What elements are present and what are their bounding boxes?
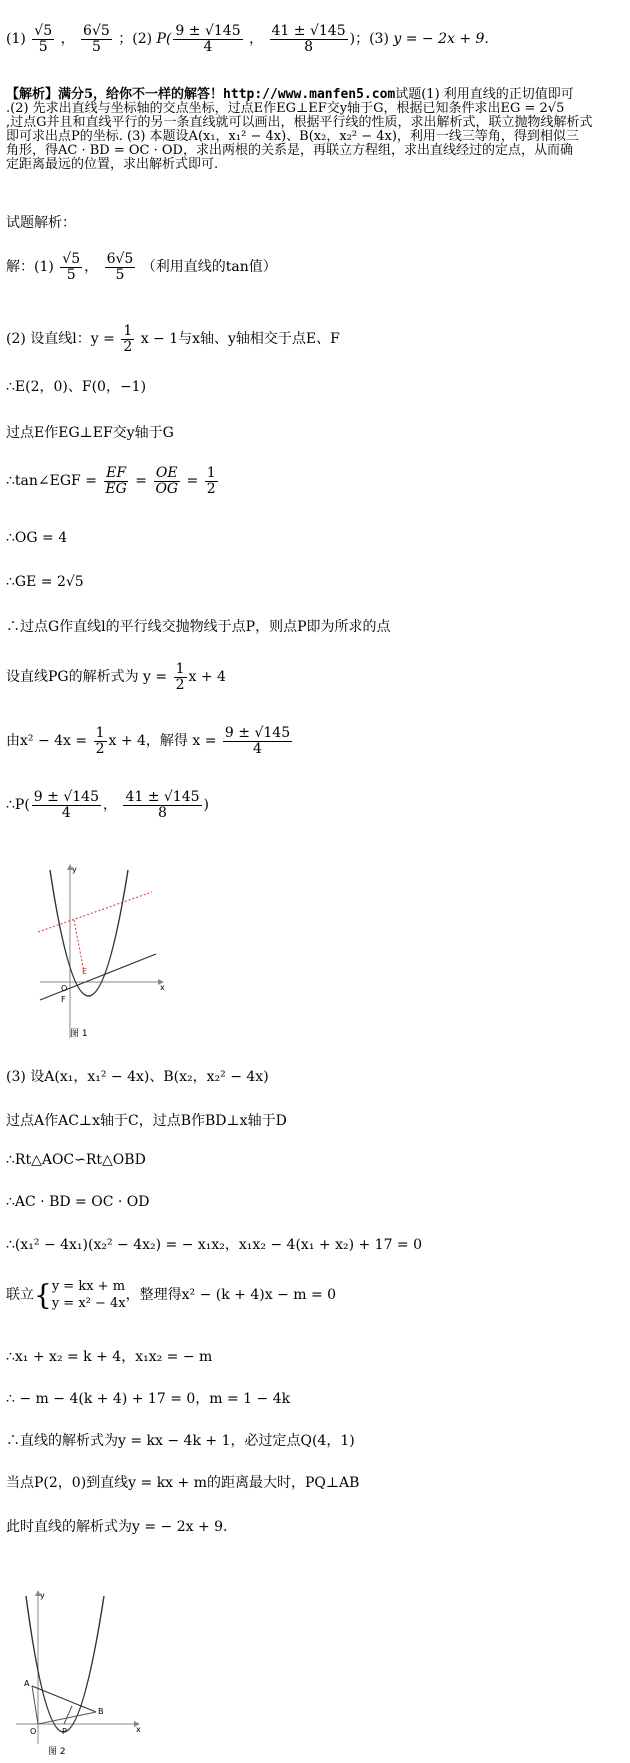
label-y: y [40,1591,45,1600]
solution-pg-line: 设直线PG的解析式为 y = $\frac{1}{2}$ x + 4 [6,661,226,693]
answer-line: (1) $\frac{√5}{5}$ ， $\frac{6√5}{5}$ ；(2) P( $\frac{9 \pm √145}{4}$ ， $\frac{41 \pm √145}{8}$ )；(3) y = − 2x + 9. [6,23,489,55]
source-url: http://www.manfen5.com [223,87,396,102]
solution-part3-line9: ∴直线的解析式为y = kx − 4k + 1，必过定点Q(4，1) [6,1433,355,1449]
solution-part3-line5: ∴(x₁² − 4x₁)(x₂² − 4x₂) = − x₁x₂，x₁x₂ − 4(x₁ + x₂) + 17 = 0 [6,1237,423,1253]
solution-part1: 解：(1) $\frac{√5}{5}$ ， $\frac{6√5}{5}$ （利用直线的tan值） [6,251,277,283]
label-e: E [82,967,88,976]
solution-part3-line7: ∴x₁ + x₂ = k + 4，x₁x₂ = − m [6,1349,213,1365]
solution-part2-line3: 过点E作EG⊥EF交y轴于G [6,425,174,441]
answer-part3: y = − 2x + 9. [393,31,489,48]
solution-part3-line3: ∴Rt△AOC∽Rt△OBD [6,1152,146,1168]
solution-P-line: ∴P( $\frac{9 \pm √145}{4}$ ， $\frac{41 \pm √145}{8}$ ) [6,789,209,821]
solution-parallel: ∴过点G作直线l的平行线交抛物线于点P，则点P即为所求的点 [6,619,391,635]
label-o: O [30,1727,37,1736]
label-p: P [62,1727,67,1736]
line-ab [32,1686,96,1712]
analysis-heading: 【解析】满分5，给你不一样的解答！ [6,87,224,102]
solution-part3-line4: ∴AC · BD = OC · OD [6,1194,150,1210]
segment-ao [32,1686,38,1724]
label-o: O [61,984,68,993]
solution-part3-line11: 此时直线的解析式为y = − 2x + 9. [6,1519,228,1535]
figure-2-caption: 图 2 [48,1747,66,1757]
label-x: x [136,1725,141,1734]
segment-pq [64,1706,72,1724]
solution-part3-line1: (3) 设A(x₁，x₁² − 4x)、B(x₂，x₂² − 4x) [6,1069,269,1085]
solution-part3-line10: 当点P(2，0)到直线y = kx + m的距离最大时，PQ⊥AB [6,1475,360,1491]
parabola [50,870,128,996]
fraction: $\frac{√5}{5}$ [34,23,53,55]
label-x: x [160,983,165,992]
figure-1-caption: 图 1 [70,1029,88,1039]
label-a: A [24,1679,30,1688]
fraction: $\frac{9 \pm √145}{4}$ [175,23,241,55]
solution-title: 试题解析： [6,215,76,231]
solution-tan-line: ∴tan∠EGF = $\frac{EF}{EG}$ = $\frac{OE}{OG}$ = $\frac{1}{2}$ [6,465,216,497]
answer-part1-label: (1) [6,31,26,48]
figure-1-graph [36,862,166,1042]
solution-og: ∴OG = 4 [6,530,68,546]
line-l [40,954,156,1000]
label-f: F [61,995,66,1004]
figure-1 [36,862,166,1042]
analysis-block: 【解析】满分5，给你不一样的解答！http://www.manfen5.com试题(1) 利用直线的正切值即可 .(2) 先求出直线与坐标轴的交点坐标，过点E作EG⊥EF交y轴于G，根据已知条件求出EG = 2√5 ,过点G并且和直线平行的另一条直线就可以画出，根据平行线的性质，求出解析式，联立抛物线解析式 即可求出点P的坐标. (3) 本题设A(x₁，x₁² − 4x)、B(x₂，x₂² − 4x)，利用一线三等角，得到相似三 角形，得AC · BD = OC · OD，求出两根的关系是，再联立方程组，求出直线经过的定点，从而确 定距离最远的位置，求出解析式即可. [6,87,593,172]
label-b: B [98,1707,104,1716]
label-y: y [72,865,77,874]
fraction: $\frac{41 \pm √145}{8}$ [271,23,346,55]
solution-part2-line2: ∴E(2，0)、F(0，−1) [6,379,147,395]
solution-part3-line2: 过点A作AC⊥x轴于C，过点B作BD⊥x轴于D [6,1113,287,1129]
figure-2-graph [12,1588,142,1748]
figure-2 [12,1588,142,1758]
solution-part3-line8: ∴ − m − 4(k + 4) + 17 = 0，m = 1 − 4k [6,1391,291,1407]
fraction: $\frac{6√5}{5}$ [83,23,110,55]
solution-ge: ∴GE = 2√5 [6,574,84,590]
solution-solve-line: 由x² − 4x = $\frac{1}{2}$ x + 4，解得 x = $\frac{9 \pm √145}{4}$ [6,725,291,757]
perpendicular-dotted [74,920,84,972]
solution-system-line: 联立{ y = kx + m y = x² − 4x ，整理得x² − (k + 4)x − m = 0 [6,1278,337,1312]
solution-part2-line1: (2) 设直线l：y = $\frac{1}{2}$ x − 1与x轴、y轴相交于点E、F [6,323,340,355]
